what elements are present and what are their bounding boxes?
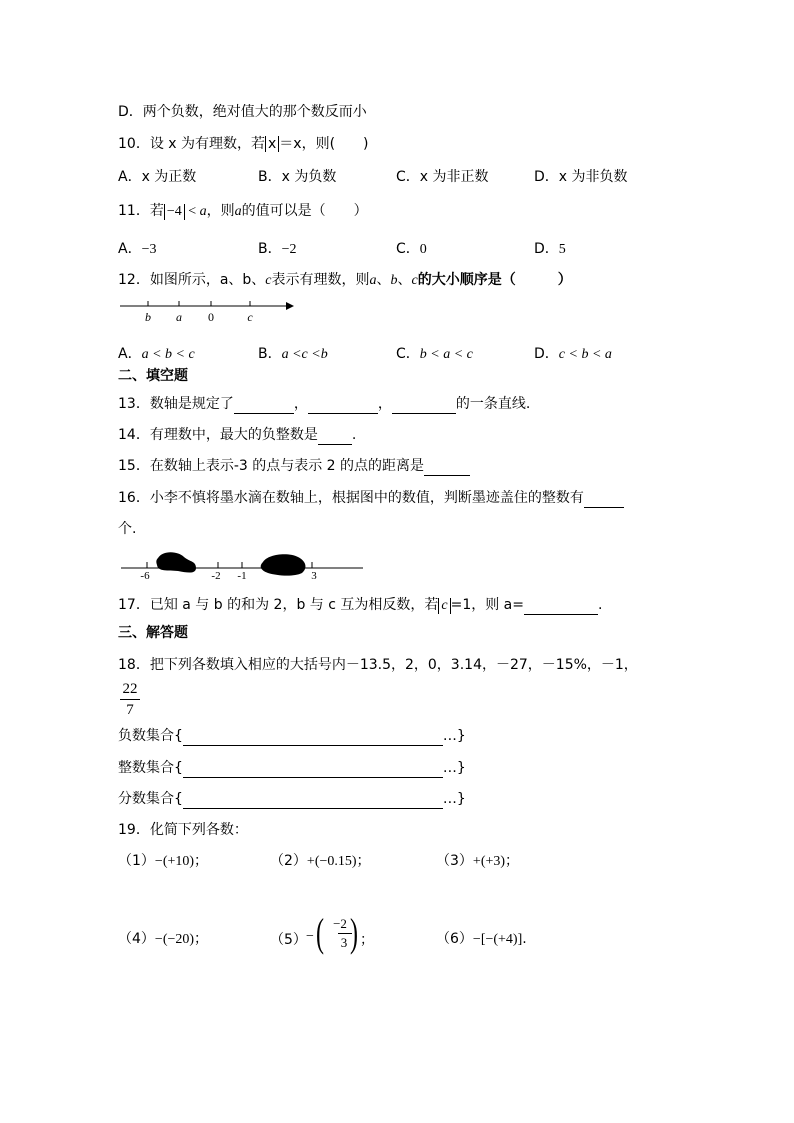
q14-blank — [318, 430, 352, 445]
q17-blank — [524, 600, 598, 615]
q11-option-c: C．0 — [396, 241, 427, 257]
q12-option-d: D．c < b < a — [534, 346, 612, 362]
section-2-heading: 二、填空题 — [118, 368, 188, 384]
q13-blank-3 — [392, 399, 456, 414]
q12-number-line — [118, 296, 298, 326]
q12-option-c: C．b < a < c — [396, 346, 473, 362]
q10-stem-pre: 10．设 x 为有理数，若 — [118, 136, 265, 152]
q14-stem: 14．有理数中，最大的负整数是 . — [118, 427, 357, 443]
q11-option-a: A．−3 — [118, 241, 157, 257]
q13-stem: 13．数轴是规定了 ， ， 的一条直线. — [118, 396, 531, 412]
q12-stem-post: 的大小顺序是（ ） — [417, 272, 572, 288]
q19-item-4: （4）−(−20)； — [118, 931, 209, 947]
q16-axis-label-neg1: -1 — [237, 570, 247, 580]
q17-abs-c: c — [438, 598, 450, 614]
ink-blot-left — [156, 552, 196, 572]
section-3-heading: 三、解答题 — [118, 625, 188, 641]
q11-abs: −4 — [164, 204, 185, 220]
q13-blank-2 — [308, 399, 378, 414]
q15-stem: 15．在数轴上表示-3 的点与表示 2 的点的距离是 — [118, 456, 470, 476]
q18-set-fraction: 分数集合{ …} — [118, 791, 466, 807]
q12-axis-label-b: b — [145, 310, 151, 324]
q19-item-6: （6）−[−(+4)]. — [436, 931, 527, 947]
q18-fraction: 22 7 — [120, 680, 140, 719]
q16-stem-line2: 个. — [118, 521, 137, 537]
q17-stem: 17．已知 a 与 b 的和为 2，b 与 c 互为相反数，若 c =1，则 a= . — [118, 597, 603, 613]
q16-blank — [584, 493, 624, 508]
q11-stem-post: 的值可以是（ ） — [241, 203, 368, 219]
q16-axis-label-3: 3 — [311, 570, 317, 580]
q12-axis-label-c: c — [247, 310, 253, 324]
q11-option-d: D．5 — [534, 241, 566, 257]
q19-item-3: （3）+(+3)； — [436, 853, 520, 869]
q11-stem-mid: ，则 — [206, 203, 235, 219]
q12-stem: 12．如图所示，a、b、c表示有理数，则a、b、c的大小顺序是（ ） — [118, 272, 572, 288]
q19-item-1: （1）−(+10)； — [118, 853, 209, 869]
ink-blot-right — [261, 554, 306, 575]
q11-lt: < — [184, 204, 200, 219]
q10-stem — [118, 134, 369, 154]
q18-set-negative: 负数集合{ …} — [118, 728, 466, 744]
q12-option-b: B．a <c <b — [258, 346, 328, 362]
q15-blank — [424, 461, 470, 476]
q16-axis-label-neg2: -2 — [211, 570, 221, 580]
q10-option-a: A．x 为正数 — [118, 169, 197, 185]
q9-option-d: D．两个负数，绝对值大的那个数反而小 — [118, 104, 367, 120]
q12-axis-label-a: a — [176, 310, 182, 324]
q12-stem-pre: 12．如图所示，a、b、 — [118, 272, 266, 288]
q10-option-b: B．x 为负数 — [258, 169, 337, 185]
q18-stem: 18．把下列各数填入相应的大括号内－13.5，2，0，3.14，－27，－15%，－1， — [118, 657, 638, 673]
q16-axis-label-neg6: -6 — [140, 570, 150, 580]
q11-var-a: a — [199, 204, 207, 219]
q10-abs-x: x — [265, 136, 279, 152]
q10-stem-post: ＝x，则( ) — [279, 136, 369, 152]
q19-title: 19．化简下列各数： — [118, 822, 248, 838]
q12-axis-label-0: 0 — [208, 310, 214, 324]
q10-option-d: D．x 为非负数 — [534, 169, 628, 185]
q18-blank-fraction — [183, 794, 443, 809]
q10-option-c: C．x 为非正数 — [396, 169, 489, 185]
q12-stem-mid: 表示有理数，则 — [271, 272, 370, 288]
q11-option-b: B．−2 — [258, 241, 297, 257]
q19-item-2: （2）+(−0.15)； — [270, 853, 371, 869]
q12-option-a: A．a < b < c — [118, 346, 195, 362]
q13-blank-1 — [234, 399, 294, 414]
q19-item-5-fraction: −2 3 — [328, 916, 352, 951]
q12-var-c: c — [265, 273, 272, 288]
q18-blank-integer — [183, 763, 443, 778]
q11-var-a2: a — [234, 204, 242, 219]
q16-number-line — [118, 548, 368, 580]
q16-stem: 16．小李不慎将墨水滴在数轴上，根据图中的数值，判断墨迹盖住的整数有 — [118, 488, 624, 508]
q11-stem-pre: 11．若 — [118, 203, 164, 219]
q18-set-integer: 整数集合{ …} — [118, 760, 466, 776]
q18-blank-negative — [183, 731, 443, 746]
q11-stem — [118, 201, 368, 222]
